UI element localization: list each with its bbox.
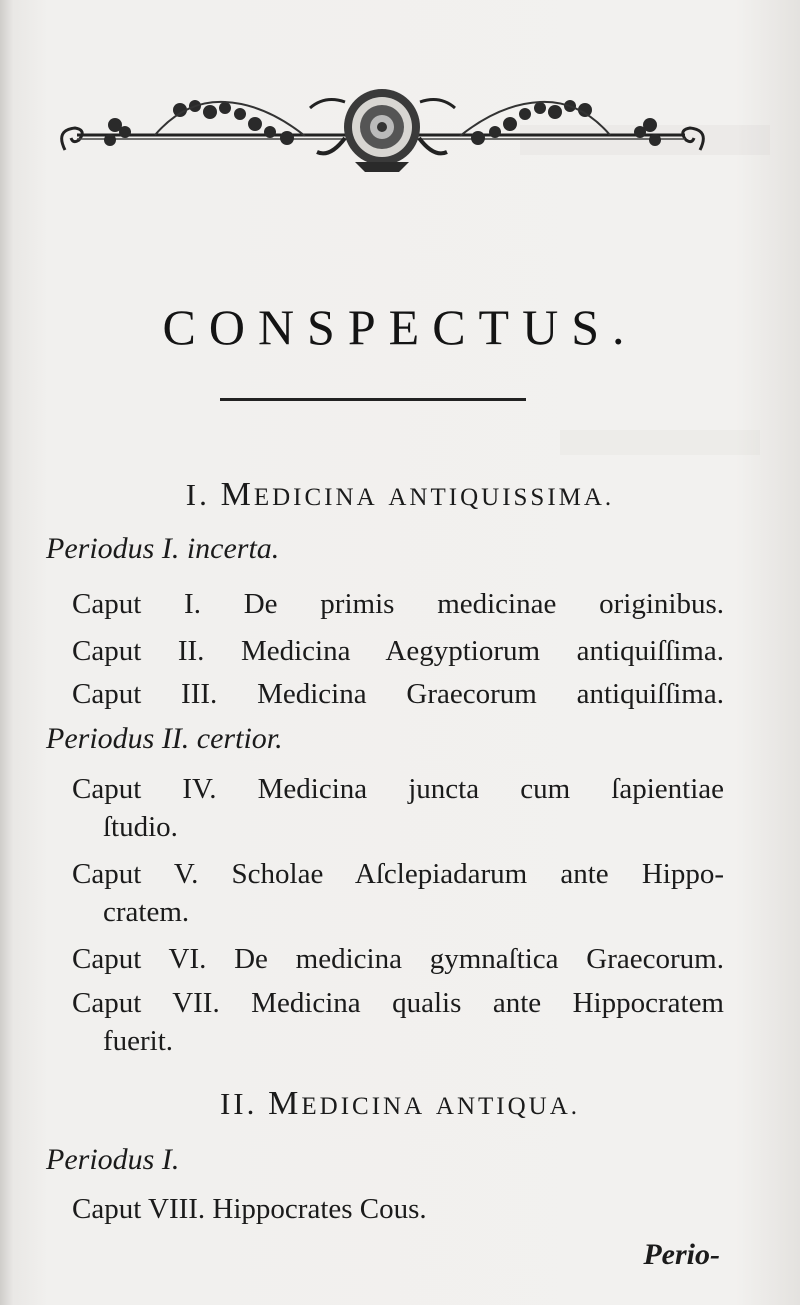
- period-heading: Periodus I.: [46, 1143, 180, 1176]
- caput-line: Caput VI. De medicina gymnaſtica Graecorum.: [72, 943, 724, 975]
- section-word: EDICINA: [301, 1093, 426, 1120]
- caput-continuation: fuerit.: [103, 1025, 174, 1057]
- floral-headpiece-icon: [55, 80, 710, 175]
- period-heading: Periodus II. certior.: [46, 722, 283, 755]
- title-rule: [220, 398, 526, 401]
- section-numeral: II.: [219, 1086, 258, 1121]
- caput-line: Caput VIII. Hippocrates Cous.: [72, 1193, 427, 1225]
- section-initial: M: [220, 476, 254, 513]
- section-tail: ANTIQUISSIMA.: [388, 484, 615, 511]
- section-numeral: I.: [185, 477, 210, 512]
- section-heading-1: [0, 476, 800, 514]
- caput-line: Caput III. Medicina Graecorum antiquiſſima.: [72, 678, 724, 710]
- caput-line: Caput VII. Medicina qualis ante Hippocratem: [72, 987, 724, 1019]
- section-initial: M: [268, 1085, 302, 1122]
- caput-continuation: cratem.: [103, 896, 190, 928]
- caput-line: Caput IV. Medicina juncta cum ſapientiae: [72, 773, 724, 805]
- section-heading-2: [0, 1085, 800, 1123]
- catchword: Perio-: [643, 1238, 720, 1271]
- section-word: EDICINA: [253, 484, 378, 511]
- section-tail: ANTIQUA.: [435, 1093, 581, 1120]
- caput-line: Caput V. Scholae Aſclepiadarum ante Hippo-: [72, 858, 724, 890]
- caput-line: Caput I. De primis medicinae originibus.: [72, 588, 724, 620]
- bleed-through: [560, 430, 760, 455]
- caput-continuation: ſtudio.: [103, 811, 178, 843]
- caput-line: Caput II. Medicina Aegyptiorum antiquiſſima.: [72, 635, 724, 667]
- page-title: CONSPECTUS.: [162, 299, 638, 355]
- period-heading: Periodus I. incerta.: [46, 532, 280, 565]
